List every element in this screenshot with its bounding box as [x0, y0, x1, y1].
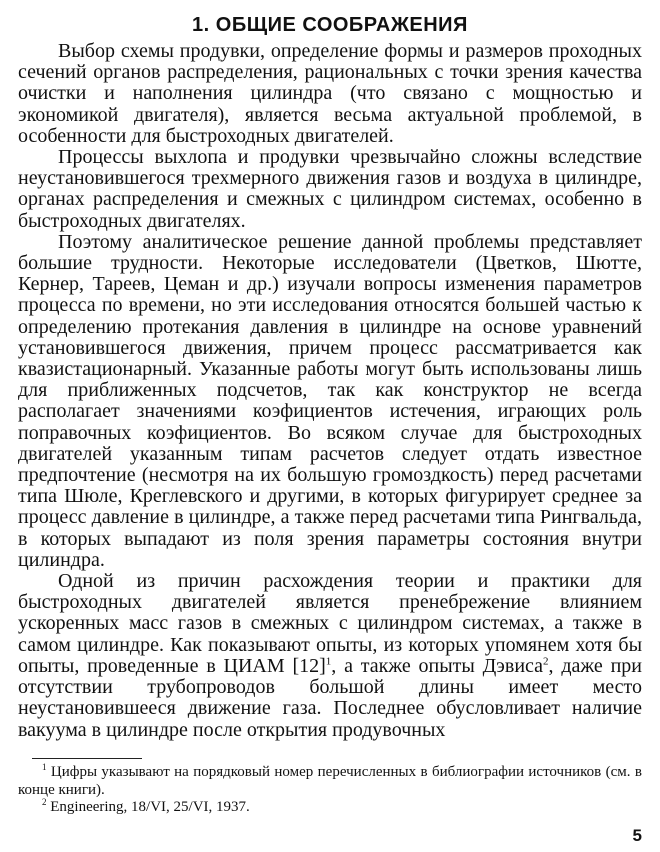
paragraph-2: Процессы выхлопа и продувки чрезвычайно сложны вследствие неустановившегося трехмерного движения газов и воздуха в цилиндре, органах распределения и смежных с цилиндром системах, особенно в быстроходных двигателях.: [18, 146, 642, 232]
paragraph-4-part-3: , даже при отсутствии трубопроводов большой длины имеет место неустановившееся движение газа. Последнее обусловливает наличие вакуума в цилиндре после открытия продувочных: [18, 654, 643, 741]
footnotes: [18, 764, 642, 817]
footnote-ref-2: 2: [543, 655, 549, 668]
footnote-divider: [32, 758, 142, 759]
footnote-2-text: Engineering, 18/VI, 25/VI, 1937.: [50, 799, 250, 816]
page-number: 5: [632, 826, 642, 845]
footnote-1-text: Цифры указывают на порядковый номер перечисленных в библиографии источников (см. в конце книги).: [18, 764, 642, 798]
paragraph-3: Поэтому аналитическое решение данной проблемы представляет большие трудности. Некоторые исследователи (Цветков, Шютте, Кернер, Тареев, Цеман и др.) изучали вопросы изменения параметров процесса по времени, но эти исследования относятся большей частью к определению протекания давления в цилиндре на основе уравнений установившегося движения, причем процесс рассматривается как квазистационарный. Указанные работы могут быть использованы лишь для приближенных подсчетов, так как конструктор не всегда располагает значениями коэфициентов истечения, играющих роль поправочных коэфициентов. Во всяком случае для быстроходных двигателей указанным типам расчетов следует отдать известное предпочтение (несмотря на их большую громоздкость) перед расчетами типа Шюле, Креглевского и другими, в которых фигурирует среднее за процесс давление в цилиндре, а также перед расчетами типа Рингвальда, в которых выпадают из поля зрения параметры состояния внутри цилиндра.: [18, 230, 642, 571]
footnote-ref-1: 1: [325, 655, 332, 668]
footnote-2: [18, 799, 642, 817]
paragraph-1: Выбор схемы продувки, определение формы и размеров проходных сечений органов распределения, рациональных с точки зрения качества очистки и наполнения цилиндра (что связано с мощностью и экономикой двигателя), является весьма актуальной проблемой, в особенности для быстроходных двигателей.: [18, 40, 642, 147]
paragraph-4-part-2: , а также опыты Дэвиса: [331, 654, 544, 677]
footnote-1: [18, 764, 642, 799]
paragraph-4-part-1: Одной из причин расхождения теории и практики для быстроходных двигателей является пренебрежение влиянием ускоренных масс газов в смежных с цилиндром системах, а также в самом цилиндре. Как показывают опыты, из которых упомянем хотя бы опыты, проведенные в ЦИАМ [12]: [18, 570, 642, 677]
footnote-2-mark: 2: [42, 797, 47, 808]
section-heading: 1. ОБЩИЕ СООБРАЖЕНИЯ: [192, 14, 468, 36]
paragraph-4: [18, 571, 642, 741]
body-text: [18, 41, 642, 741]
footnote-1-mark: 1: [42, 762, 47, 772]
